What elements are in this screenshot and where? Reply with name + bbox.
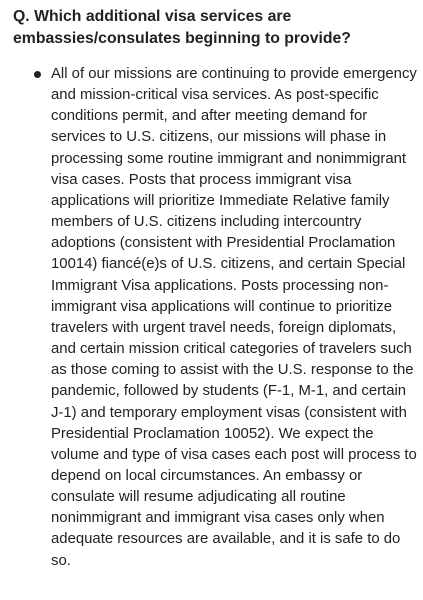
faq-answer-text: All of our missions are continuing to provide emergency and mission-critical visa services. As post-specific conditions permit, and after meeting demand for services to U.S. citizens, our missions will phase in processing some routine immigrant and nonimmigrant visa cases. Posts that process immigrant visa applications will prioritize Immediate Relative family members of U.S. citizens including intercountry adoptions (consistent with Presidential Proclamation 10014) fiancé(e)s of U.S. citizens, and certain Special Immigrant Visa applications. Posts processing non-immigrant visa applications will continue to prioritize travelers with urgent travel needs, foreign diplomats, and certain mission critical categories of travelers such as those coming to assist with the U.S. response to the pandemic, followed by students (F-1, M-1, and certain J-1) and temporary employment visas (consistent with Presidential Proclamation 10052). We expect the volume and type of visa cases each post will process to depend on local circumstances. An embassy or consulate will resume adjudicating all routine nonimmigrant and immigrant visa cases only when adequate resources are available, and it is safe to do so.: [51, 66, 417, 569]
faq-answer-list: [0, 64, 423, 572]
faq-answer-item: [0, 64, 423, 572]
faq-question: Q. Which additional visa services are embassies/consulates beginning to provide?: [13, 8, 351, 47]
bullet-icon: [34, 71, 41, 78]
